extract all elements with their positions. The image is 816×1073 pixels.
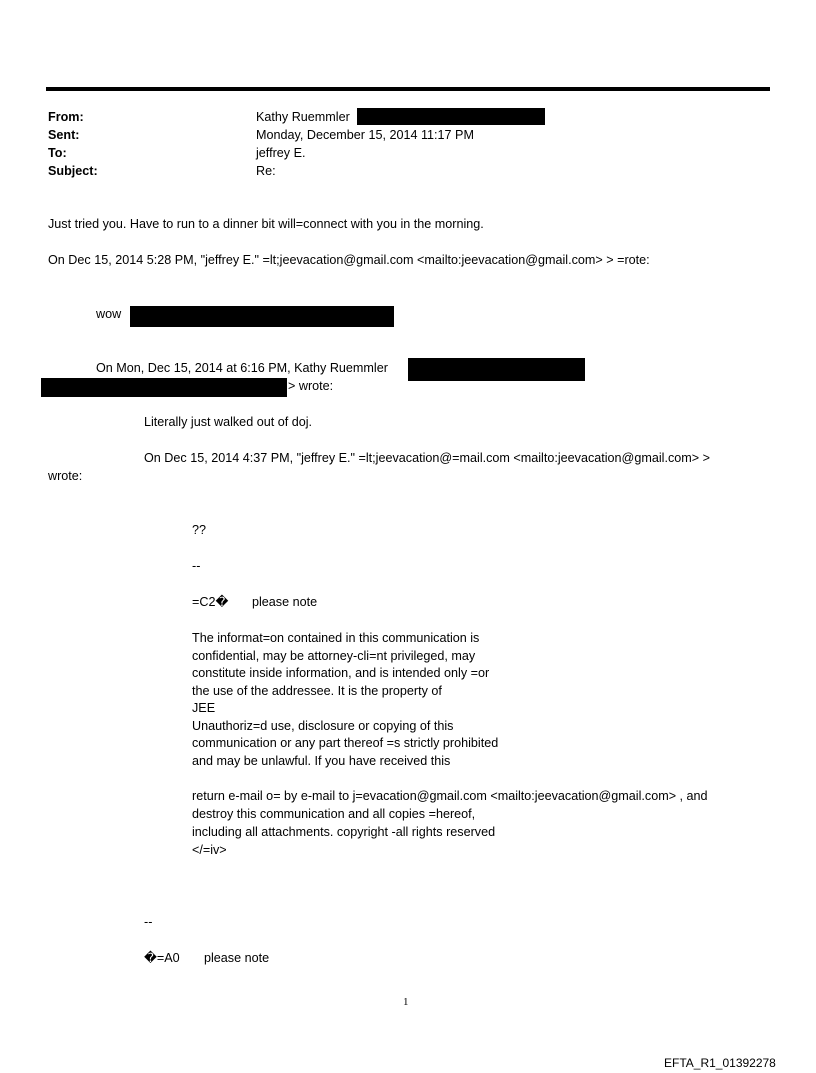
to-value: jeffrey E.: [256, 146, 306, 160]
quote-header-1: On Dec 15, 2014 5:28 PM, "jeffrey E." =lt;jeevacation@gmail.com <mailto:jeevacation@gmail.com> > =rote:: [48, 253, 650, 267]
message-text: Just tried you. Have to run to a dinner bit will=connect with you in the morning.: [48, 217, 484, 231]
signature-dash-1: --: [192, 559, 201, 573]
redaction-wow: [130, 306, 394, 327]
literally-text: Literally just walked out of doj.: [144, 415, 313, 429]
redaction-from-email: [357, 108, 545, 125]
qq-text: ??: [192, 523, 207, 537]
page-number: 1: [403, 996, 409, 1008]
return-line: return e-mail o= by e-mail to j=evacation@gmail.com <mailto:jeevacation@gmail.com> , and: [192, 789, 708, 803]
redaction-quote2-email-a: [408, 358, 585, 381]
quote-header-3-wrote: wrote:: [48, 469, 83, 483]
sent-value: Monday, December 15, 2014 11:17 PM: [256, 128, 474, 142]
subject-value: Re:: [256, 164, 276, 178]
redaction-quote2-email-b: [41, 378, 287, 397]
document-id-footer: EFTA_R1_01392278: [664, 1056, 776, 1070]
sent-label: Sent:: [48, 128, 80, 142]
disclaimer-line: the use of the addressee. It is the property of: [192, 683, 442, 698]
from-label: From:: [48, 110, 84, 124]
disclaimer-line: confidential, may be attorney-cli=nt privileged, may: [192, 648, 476, 663]
signature-dash-2: --: [144, 915, 153, 929]
disclaimer-line: communication or any part thereof =s strictly prohibited: [192, 736, 499, 750]
disclaimer-line: JEE: [192, 701, 216, 715]
please-note-1: please note: [252, 595, 318, 609]
to-label: To:: [48, 146, 67, 160]
disclaimer-line: and may be unlawful. If you have received this: [192, 753, 451, 768]
disclaimer-line: The informat=on contained in this communication is: [192, 631, 480, 645]
please-note-2: please note: [204, 951, 270, 965]
return-line: destroy this communication and all copies =hereof,: [192, 807, 476, 821]
a0-prefix: �=A0: [144, 951, 180, 965]
quote-header-2-wrote: > wrote:: [288, 379, 334, 393]
header-rule: [46, 87, 770, 91]
c2-prefix: =C2�: [192, 595, 229, 609]
disclaimer-line: Unauthoriz=d use, disclosure or copying of this: [192, 718, 454, 733]
return-line: including all attachments. copyright -all rights reserved: [192, 825, 496, 839]
return-line: </=iv>: [192, 843, 227, 857]
disclaimer-line: constitute inside information, and is intended only =or: [192, 666, 490, 680]
from-value: Kathy Ruemmler: [256, 110, 350, 124]
subject-label: Subject:: [48, 164, 98, 178]
wow-text: wow: [96, 307, 122, 321]
quote-header-2: On Mon, Dec 15, 2014 at 6:16 PM, Kathy Ruemmler: [96, 361, 388, 375]
quote-header-3: On Dec 15, 2014 4:37 PM, "jeffrey E." =lt;jeevacation@=mail.com <mailto:jeevacation@gmail.com> >: [144, 451, 710, 465]
